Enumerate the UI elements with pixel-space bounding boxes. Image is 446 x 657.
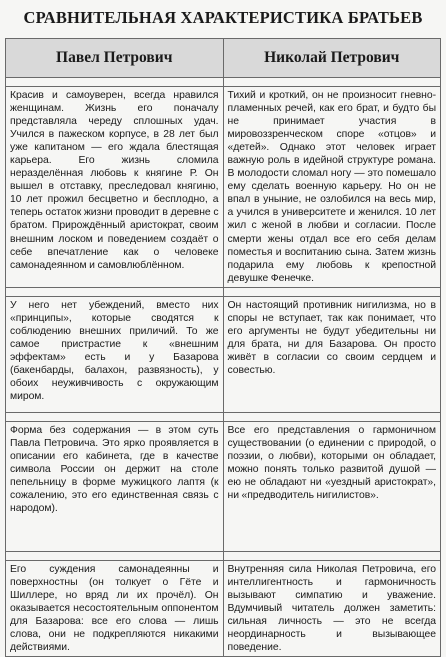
row-gap bbox=[6, 78, 441, 87]
table-row bbox=[6, 421, 441, 551]
column-header-nikolai: Николай Петрович bbox=[223, 39, 441, 78]
comparison-table bbox=[5, 38, 441, 657]
table-row bbox=[6, 87, 441, 288]
nikolai-cell: Он настоящий противник нигилизма, но в споры не вступает, так как понимает, что его аргументы не будут убедительны ни для брата, ни для Базарова. Он просто живёт в согласии со своим сердцем и совестью. bbox=[223, 296, 441, 412]
nikolai-cell: Внутренняя сила Николая Петровича, его интеллигентность и гармоничность вызывают симпатию и уважение. Вдумчивый читатель должен заметить: сильная личность — это не всегда неординарность и вызывающее поведение. bbox=[223, 560, 441, 656]
document-page bbox=[5, 4, 441, 653]
row-gap bbox=[6, 412, 441, 421]
pavel-cell: Его суждения самонадеянны и поверхностны (он толкует о Гёте и Шиллере, но вряд ли их прочёл). Он оказывается несостоятельным оппонентом для Базарова: все его слова — лишь слова, они не подкрепляются никакими действиями. bbox=[6, 560, 224, 656]
row-gap bbox=[6, 551, 441, 560]
header-row bbox=[6, 39, 441, 78]
table-row bbox=[6, 296, 441, 412]
pavel-cell: У него нет убеждений, вместо них «принципы», которые сводятся к соблюдению внешних приличий. То же самое пристрастие к «внешним эффектам» есть и у Базарова (бакенбарды, балахон, развязность), у обоих неуживчивость с окружающим миром. bbox=[6, 296, 224, 412]
pavel-cell: Красив и самоуверен, всегда нравился женщинам. Жизнь его поначалу представляла череду сплошных удач. Учился в пажеском корпусе, в 28 лет был уже капитаном — его ждала блестящая карьера. Его жизнь сломила неразделённая любовь к княгине Р. Он вышел в отставку, преследовал княгиню, 10 лет прожил бесцветно и бесплодно, а теперь остаток жизни проводит в деревне с братом. Прирождённый аристократ, своим внешним лоском и поведением создаёт о себе впечатление как о человеке самонадеянном и самовлюблённом. bbox=[6, 87, 224, 288]
page-title: СРАВНИТЕЛЬНАЯ ХАРАКТЕРИСТИКА БРАТЬЕВ bbox=[23, 8, 423, 27]
pavel-cell: Форма без содержания — в этом суть Павла Петровича. Это ярко проявляется в описании его кабинета, где в качестве символа России он держит на столе пепельницу в форме мужицкого лаптя (к сожалению, это его единственная связь с народом). bbox=[6, 421, 224, 551]
table-row bbox=[6, 560, 441, 656]
nikolai-cell: Тихий и кроткий, он не произносит гневно-пламенных речей, как его брат, и будто бы не принимает участия в мировоззренческом споре «отцов» и «детей». Однако этот человек играет важную роль в идейной структуре романа. В молодости сломал ногу — это помешало ему сделать военную карьеру. Но он не впал в уныние, не озлобился на весь мир, а учился в университете и женился. 10 лет жил с женой в любви и согласии. После смерти жены отдал все его себя делам поместья и воспитанию сына. Затем жизнь подарила ему любовь к крепостной девушке Фенечке. bbox=[223, 87, 441, 288]
column-header-pavel: Павел Петрович bbox=[6, 39, 224, 78]
nikolai-cell: Все его представления о гармоничном существовании (о единении с природой, о поэзии, о любви), которыми он обладает, можно понять только развитой душой — ею не обладают ни «уездный аристократ», ни «предводитель нигилистов». bbox=[223, 421, 441, 551]
row-gap bbox=[6, 287, 441, 296]
